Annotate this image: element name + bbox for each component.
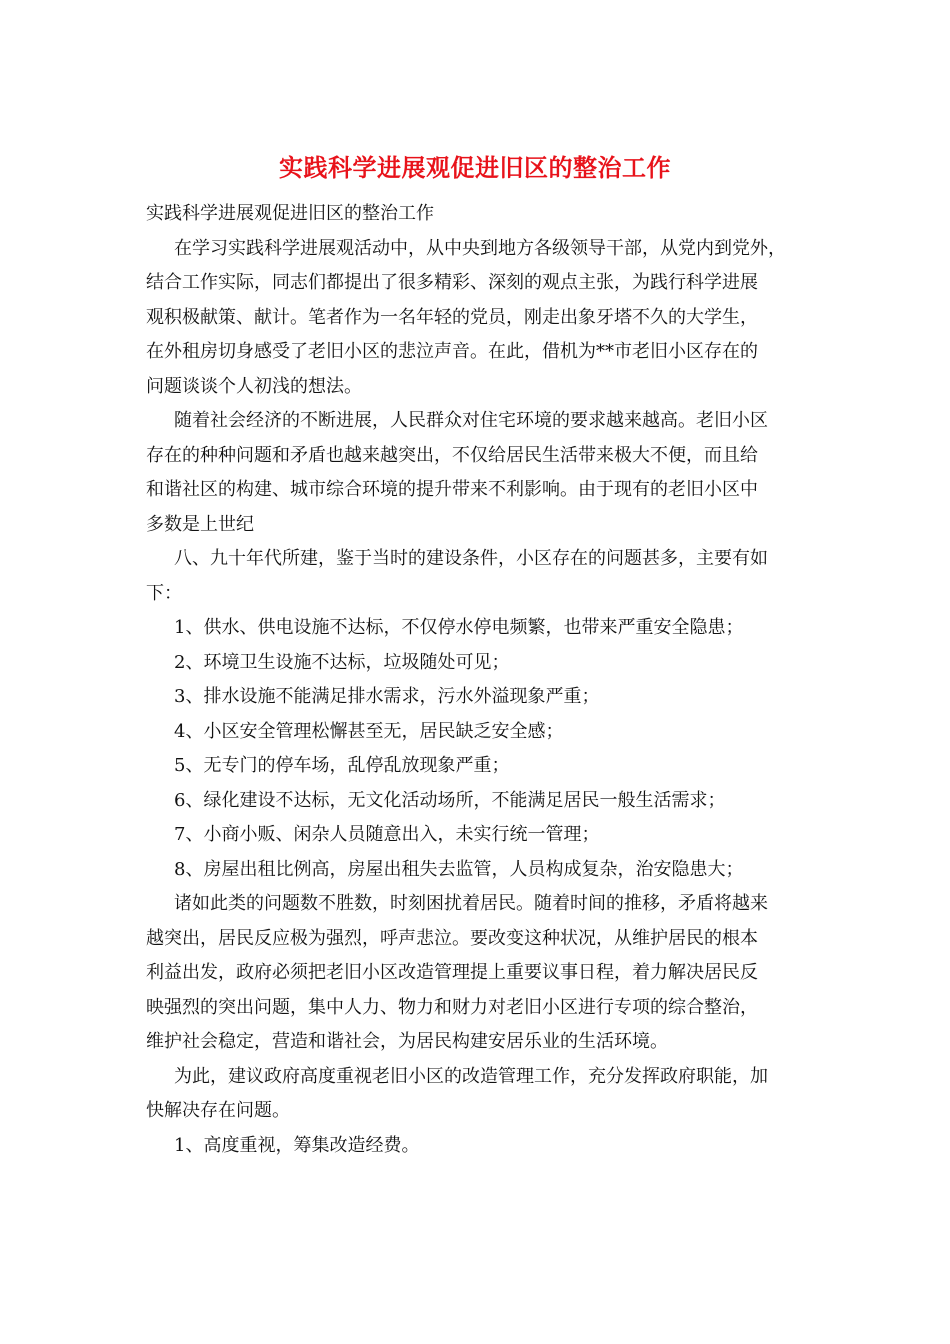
text-line: 结合工作实际，同志们都提出了很多精彩、深刻的观点主张，为践行科学进展 — [146, 272, 758, 293]
text-line: 2、环境卫生设施不达标，垃圾随处可见； — [174, 651, 510, 673]
text-line: 越突出，居民反应极为强烈，呼声悲泣。要改变这种状况，从维护居民的根本 — [146, 927, 758, 949]
text-line: 在学习实践科学进展观活动中，从中央到地方各级领导干部，从党内到党外， — [174, 237, 786, 259]
text-line: 5、无专门的停车场，乱停乱放现象严重； — [174, 755, 510, 776]
text-line: 4、小区安全管理松懈甚至无，居民缺乏安全感； — [174, 720, 564, 742]
text-line: 利益出发，政府必须把老旧小区改造管理提上重要议事日程，着力解决居民反 — [146, 962, 758, 983]
text-line: 快解决存在问题。 — [146, 1100, 290, 1121]
text-line: 7、小商小贩、闲杂人员随意出入，未实行统一管理； — [174, 824, 600, 845]
text-line: 随着社会经济的不断进展，人民群众对住宅环境的要求越来越高。老旧小区 — [174, 410, 768, 431]
text-line: 6、绿化建设不达标，无文化活动场所，不能满足居民一般生活需求； — [174, 789, 726, 811]
text-line: 8、房屋出租比例高，房屋出租失去监管，人员构成复杂，治安隐患大； — [174, 858, 744, 880]
document-title: 实践科学进展观促进旧区的整治工作 — [279, 153, 671, 182]
document-body — [146, 197, 818, 1163]
text-line: 映强烈的突出问题，集中人力、物力和财力对老旧小区进行专项的综合整治， — [146, 996, 758, 1018]
document-subtitle: 实践科学进展观促进旧区的整治工作 — [146, 203, 434, 224]
text-line: 多数是上世纪 — [146, 513, 254, 535]
text-line: 存在的种种问题和矛盾也越来越突出，不仅给居民生活带来极大不便，而且给 — [146, 444, 758, 466]
text-line: 3、排水设施不能满足排水需求，污水外溢现象严重； — [174, 686, 600, 707]
text-line: 和谐社区的构建、城市综合环境的提升带来不利影响。由于现有的老旧小区中 — [146, 479, 758, 500]
text-line: 1、高度重视，筹集改造经费。 — [174, 1134, 420, 1156]
text-line: 诸如此类的问题数不胜数，时刻困扰着居民。随着时间的推移，矛盾将越来 — [174, 893, 768, 914]
text-line: 观积极献策、献计。笔者作为一名年轻的党员，刚走出象牙塔不久的大学生， — [146, 306, 758, 328]
text-line: 为此，建议政府高度重视老旧小区的改造管理工作，充分发挥政府职能，加 — [174, 1065, 768, 1087]
text-line: 在外租房切身感受了老旧小区的悲泣声音。在此，借机为**市老旧小区存在的 — [146, 341, 758, 362]
text-line: 八、九十年代所建，鉴于当时的建设条件，小区存在的问题甚多，主要有如 — [174, 548, 768, 569]
text-line: 1、供水、供电设施不达标，不仅停水停电频繁，也带来严重安全隐患； — [174, 617, 744, 638]
text-line: 维护社会稳定，营造和谐社会，为居民构建安居乐业的生活环境。 — [146, 1031, 668, 1052]
text-line: 问题谈谈个人初浅的想法。 — [146, 375, 362, 397]
text-line: 下： — [146, 582, 182, 604]
